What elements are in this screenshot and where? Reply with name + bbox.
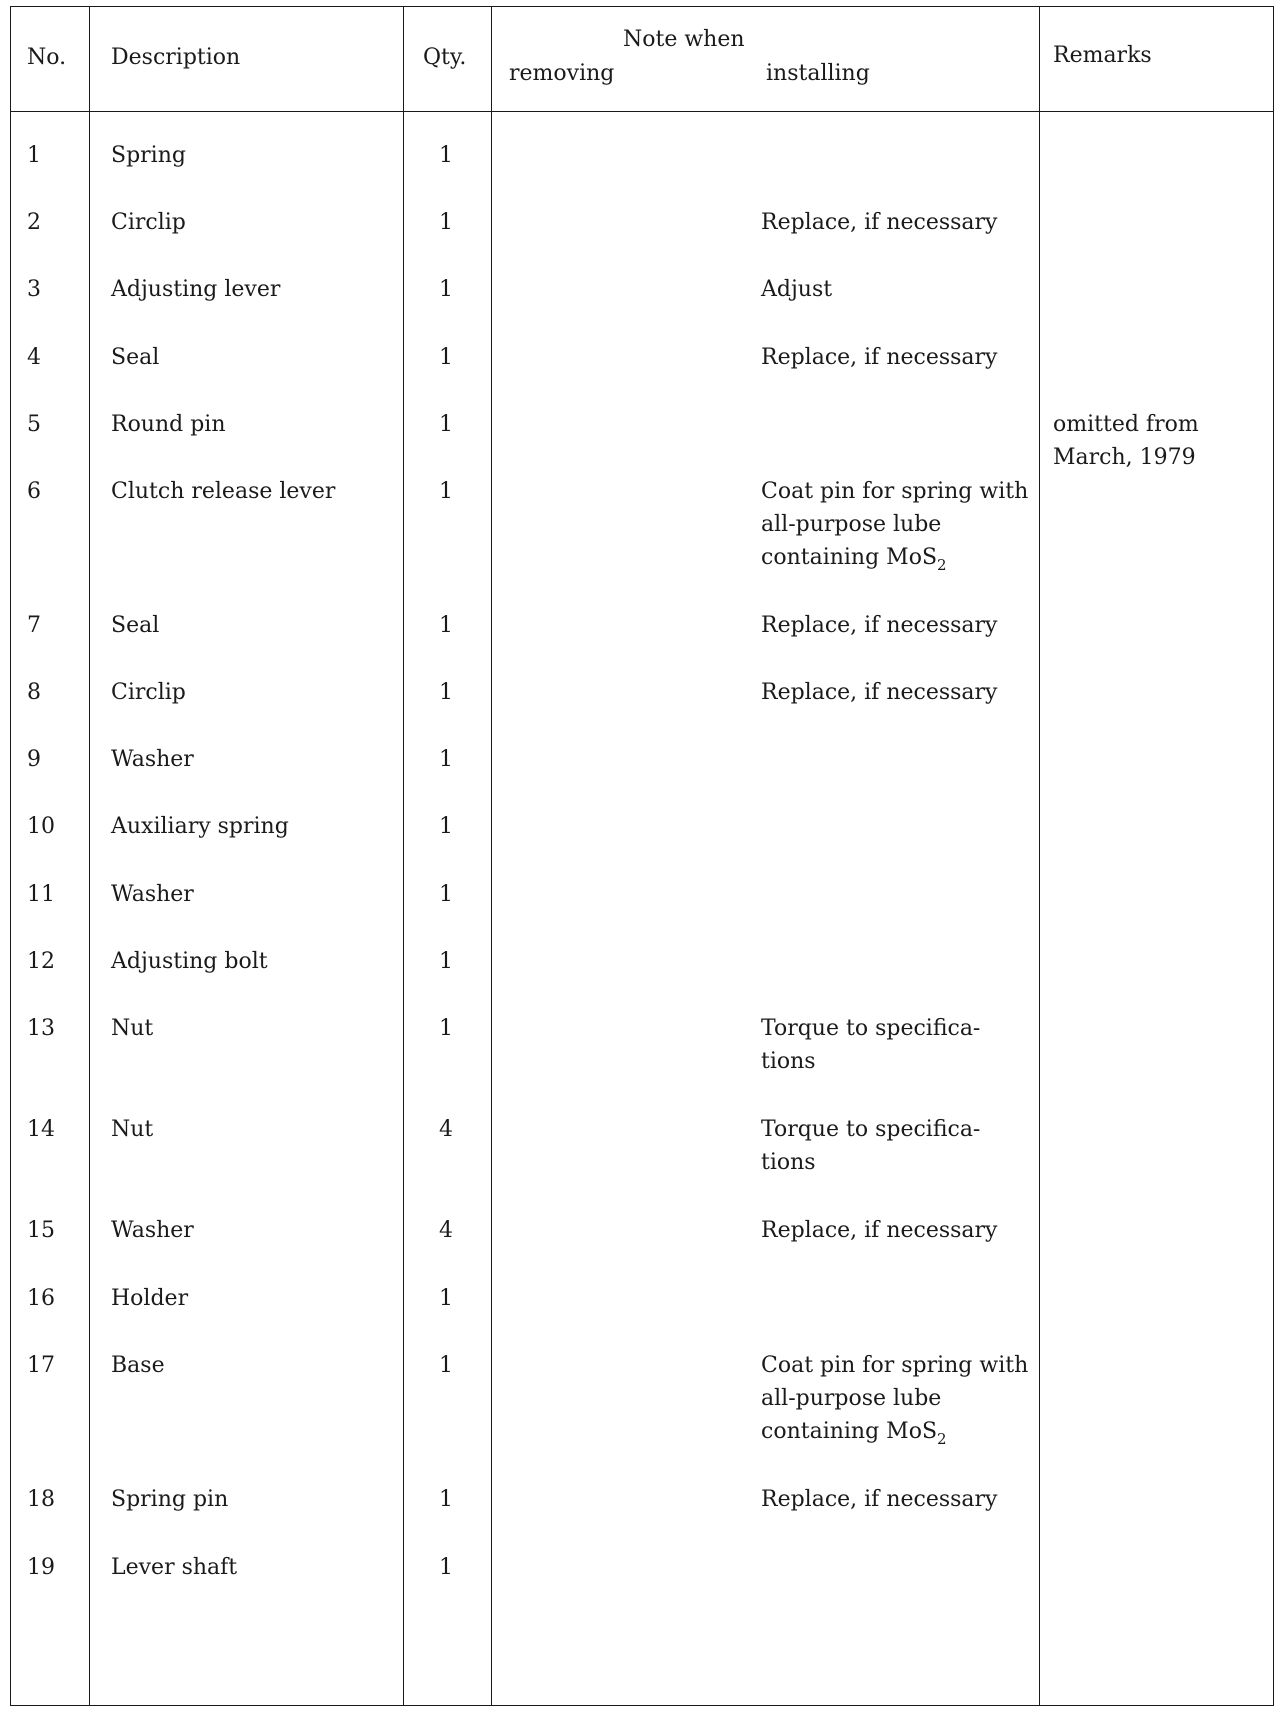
row-description: Spring pin: [111, 1487, 229, 1512]
row-qty: 1: [439, 1016, 453, 1041]
row-number: 13: [27, 1016, 55, 1041]
row-number: 12: [27, 949, 55, 974]
header-removing: removing: [509, 61, 615, 86]
row-number: 8: [27, 680, 41, 705]
row-description: Circlip: [111, 210, 186, 235]
row-installing-note: Replace, if necessary: [761, 1218, 998, 1243]
header-divider: [11, 111, 1273, 112]
row-description: Lever shaft: [111, 1555, 238, 1580]
row-number: 9: [27, 747, 41, 772]
row-number: 3: [27, 277, 41, 302]
row-qty: 4: [439, 1117, 453, 1142]
row-installing-note: Replace, if necessary: [761, 210, 998, 235]
row-qty: 1: [439, 680, 453, 705]
row-description: Adjusting lever: [111, 277, 281, 302]
note-text: Coat pin for spring with all-purpose lube containing MoS: [761, 1353, 1029, 1444]
row-qty: 1: [439, 747, 453, 772]
header-note-when: Note when: [623, 27, 745, 52]
row-number: 5: [27, 412, 41, 437]
header-description: Description: [111, 45, 241, 70]
row-installing-note: Torque to specifica-tions: [761, 1117, 981, 1175]
header-qty: Qty.: [423, 45, 467, 70]
row-qty: 1: [439, 277, 453, 302]
row-number: 14: [27, 1117, 55, 1142]
row-description: Washer: [111, 882, 194, 907]
row-description: Auxiliary spring: [111, 814, 289, 839]
row-description: Clutch release lever: [111, 479, 336, 504]
row-number: 10: [27, 814, 55, 839]
header-remarks: Remarks: [1053, 43, 1152, 68]
note-subscript: 2: [937, 1430, 947, 1448]
row-description: Base: [111, 1353, 165, 1378]
row-qty: 1: [439, 210, 453, 235]
row-description: Washer: [111, 1218, 194, 1243]
row-qty: 1: [439, 814, 453, 839]
row-number: 18: [27, 1487, 55, 1512]
row-description: Nut: [111, 1016, 154, 1041]
row-number: 6: [27, 479, 41, 504]
row-number: 4: [27, 345, 41, 370]
row-description: Seal: [111, 613, 160, 638]
row-installing-note: [761, 475, 1031, 574]
row-installing-note: Adjust: [761, 277, 833, 302]
row-number: 2: [27, 210, 41, 235]
row-number: 7: [27, 613, 41, 638]
row-qty: 1: [439, 882, 453, 907]
row-number: 15: [27, 1218, 55, 1243]
row-description: Nut: [111, 1117, 154, 1142]
row-number: 16: [27, 1286, 55, 1311]
row-installing-note: Replace, if necessary: [761, 1487, 998, 1512]
row-description: Adjusting bolt: [111, 949, 268, 974]
row-qty: 1: [439, 1353, 453, 1378]
row-qty: 1: [439, 1555, 453, 1580]
note-text: Coat pin for spring with all-purpose lube containing MoS: [761, 479, 1029, 570]
row-description: Spring: [111, 143, 186, 168]
parts-table: [10, 6, 1274, 1706]
row-number: 1: [27, 143, 41, 168]
row-installing-note: Replace, if necessary: [761, 680, 998, 705]
row-qty: 4: [439, 1218, 453, 1243]
column-divider: [89, 7, 90, 1705]
row-qty: 1: [439, 613, 453, 638]
row-installing-note: Replace, if necessary: [761, 613, 998, 638]
row-installing-note: Torque to specifica-tions: [761, 1016, 981, 1074]
row-installing-note: [761, 1349, 1031, 1448]
row-number: 11: [27, 882, 55, 907]
row-installing-note: Replace, if necessary: [761, 345, 998, 370]
row-qty: 1: [439, 412, 453, 437]
row-qty: 1: [439, 143, 453, 168]
header-installing: installing: [766, 61, 870, 86]
row-qty: 1: [439, 1487, 453, 1512]
row-qty: 1: [439, 479, 453, 504]
header-no: No.: [27, 45, 67, 70]
column-divider: [1039, 7, 1040, 1705]
row-description: Circlip: [111, 680, 186, 705]
row-number: 19: [27, 1555, 55, 1580]
row-remarks: omitted from March, 1979: [1053, 412, 1199, 470]
column-divider: [491, 7, 492, 1705]
row-qty: 1: [439, 345, 453, 370]
row-number: 17: [27, 1353, 55, 1378]
row-qty: 1: [439, 949, 453, 974]
column-divider: [403, 7, 404, 1705]
row-description: Round pin: [111, 412, 226, 437]
row-description: Seal: [111, 345, 160, 370]
row-description: Washer: [111, 747, 194, 772]
row-qty: 1: [439, 1286, 453, 1311]
row-description: Holder: [111, 1286, 189, 1311]
note-subscript: 2: [937, 556, 947, 574]
